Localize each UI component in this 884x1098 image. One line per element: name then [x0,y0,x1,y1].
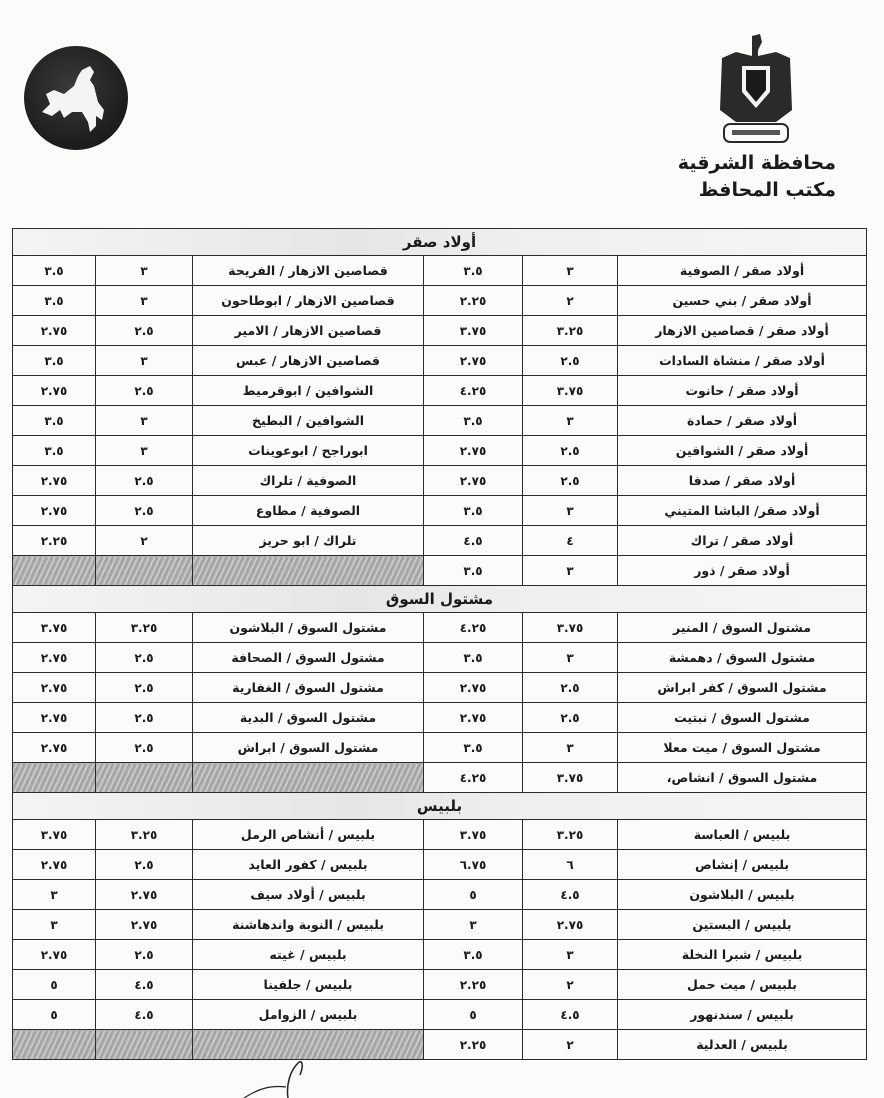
right-value-2: ٣.٧٥ [424,820,523,850]
right-route-name: مشتول السوق / كفر ابراش [618,673,867,703]
right-value-2: ٢.٧٥ [424,703,523,733]
right-value-1: ٤.٥ [523,1000,618,1030]
left-value-2: ٥ [13,970,96,1000]
right-route-name: بلبيس / إنشاص [618,850,867,880]
left-route-name: الصوفية / تلراك [193,466,424,496]
left-value-2: ٥ [13,1000,96,1030]
right-route-name: أولاد صقر / بني حسين [618,286,867,316]
right-value-2: ٣.٥ [424,256,523,286]
egypt-eagle-emblem-icon [716,30,796,148]
right-route-name: بلبيس / سندنهور [618,1000,867,1030]
left-value-1: ٣ [96,346,193,376]
right-value-1: ٣ [523,556,618,586]
left-value-1: ٢ [96,526,193,556]
table-row [13,346,867,376]
left-value-1: ٢.٥ [96,703,193,733]
right-value-2: ٣.٥ [424,940,523,970]
section-header-row [13,793,867,820]
right-value-1: ٢ [523,286,618,316]
table-row [13,970,867,1000]
right-value-1: ٣ [523,940,618,970]
left-value-2 [13,1030,96,1060]
left-value-2: ٢.٢٥ [13,526,96,556]
left-route-name: بلبيس / غيته [193,940,424,970]
left-value-2: ٢.٧٥ [13,703,96,733]
left-route-name: بلبيس / الزوامل [193,1000,424,1030]
right-value-1: ٢.٥ [523,673,618,703]
section-header-row [13,229,867,256]
left-value-1 [96,556,193,586]
table-row [13,763,867,793]
right-value-1: ٣ [523,406,618,436]
section-title: أولاد صقر [13,229,867,256]
right-route-name: بلبيس / البلاشون [618,880,867,910]
table-row [13,703,867,733]
right-route-name: مشتول السوق / دهمشة [618,643,867,673]
left-value-1: ٣ [96,256,193,286]
left-route-name: بلبيس / جلفينا [193,970,424,1000]
left-route-name: قصاصين الازهار / الامير [193,316,424,346]
right-value-1: ٣.٢٥ [523,316,618,346]
left-value-2: ٣.٥ [13,436,96,466]
section-title: بلبيس [13,793,867,820]
right-value-2: ٢.٧٥ [424,436,523,466]
right-value-1: ٢.٥ [523,346,618,376]
right-value-1: ٣ [523,256,618,286]
left-value-2: ٢.٧٥ [13,496,96,526]
right-route-name: بلبيس / العدلية [618,1030,867,1060]
left-route-name: مشتول السوق / البدية [193,703,424,733]
left-route-name: تلراك / ابو حريز [193,526,424,556]
left-route-name: بلبيس / كفور العايد [193,850,424,880]
left-value-2: ٢.٧٥ [13,940,96,970]
right-value-1: ٢.٧٥ [523,910,618,940]
left-value-1: ٤.٥ [96,1000,193,1030]
left-value-1: ٢.٥ [96,643,193,673]
left-route-name: بلبيس / النوبة واندهاشنة [193,910,424,940]
right-route-name: أولاد صقر / حانوت [618,376,867,406]
left-route-name [193,763,424,793]
right-value-2: ٣.٥ [424,733,523,763]
right-value-1: ٤ [523,526,618,556]
left-value-2: ٢.٧٥ [13,733,96,763]
right-value-2: ٣.٥ [424,643,523,673]
left-value-2: ٣ [13,880,96,910]
table-row [13,466,867,496]
left-value-1: ٢.٥ [96,376,193,406]
left-value-2: ٣.٥ [13,256,96,286]
table-row [13,850,867,880]
section-header-row [13,586,867,613]
left-route-name: الشوافين / البطيخ [193,406,424,436]
right-route-name: بلبيس / البستين [618,910,867,940]
right-value-2: ٣ [424,910,523,940]
left-value-2: ٢.٧٥ [13,376,96,406]
right-value-1: ٣.٧٥ [523,763,618,793]
right-value-1: ٢ [523,1030,618,1060]
table-row [13,1030,867,1060]
left-route-name: ابوراجح / ابوعوينات [193,436,424,466]
table-row [13,613,867,643]
right-route-name: مشتول السوق / نبتيت [618,703,867,733]
left-route-name: مشتول السوق / الصحافة [193,643,424,673]
left-route-name: قصاصين الازهار / ابوطاحون [193,286,424,316]
right-value-1: ٣ [523,496,618,526]
right-route-name: أولاد صقر / صدفا [618,466,867,496]
left-value-2 [13,763,96,793]
left-value-2: ٣.٧٥ [13,820,96,850]
right-value-1: ٣ [523,643,618,673]
right-value-2: ٢.٢٥ [424,970,523,1000]
left-value-1: ٢.٥ [96,733,193,763]
table-row [13,673,867,703]
right-route-name: أولاد صقر/ الباشا المتيني [618,496,867,526]
table-row [13,880,867,910]
left-route-name: قصاصين الازهار / عبس [193,346,424,376]
left-value-2: ٣.٥ [13,406,96,436]
right-value-1: ٢.٥ [523,703,618,733]
handwritten-mark [240,1055,330,1098]
right-value-1: ٣.٢٥ [523,820,618,850]
right-route-name: مشتول السوق / ميت معلا [618,733,867,763]
right-value-1: ٣ [523,733,618,763]
left-route-name: بلبيس / أنشاص الرمل [193,820,424,850]
left-value-1: ٣.٢٥ [96,820,193,850]
right-value-2: ٣.٧٥ [424,316,523,346]
left-value-1: ٢.٧٥ [96,910,193,940]
left-route-name [193,556,424,586]
right-value-2: ٤.٢٥ [424,376,523,406]
left-value-2: ٣.٧٥ [13,613,96,643]
right-route-name: مشتول السوق / انشاص، [618,763,867,793]
right-value-1: ٤.٥ [523,880,618,910]
table-row [13,643,867,673]
right-value-1: ٢.٥ [523,436,618,466]
table-row [13,436,867,466]
right-value-2: ٢.٧٥ [424,673,523,703]
right-route-name: أولاد صقر / تراك [618,526,867,556]
table-row [13,910,867,940]
left-value-2: ٣.٥ [13,286,96,316]
left-value-1: ٢.٥ [96,850,193,880]
right-value-2: ٢.٧٥ [424,466,523,496]
table-row [13,556,867,586]
right-value-1: ٣.٧٥ [523,613,618,643]
right-value-1: ٢ [523,970,618,1000]
left-value-1: ٢.٥ [96,940,193,970]
table-row [13,940,867,970]
right-value-1: ٦ [523,850,618,880]
left-value-1: ٢.٥ [96,316,193,346]
table-row [13,496,867,526]
left-value-1: ٢.٥ [96,496,193,526]
office-name: مكتب المحافظ [698,179,836,201]
right-route-name: بلبيس / شبرا النخلة [618,940,867,970]
left-route-name: مشتول السوق / البلاشون [193,613,424,643]
table-row [13,526,867,556]
left-value-1: ٣ [96,406,193,436]
left-value-1: ٣ [96,286,193,316]
right-value-2: ٢.٢٥ [424,1030,523,1060]
right-route-name: أولاد صقر / منشاة السادات [618,346,867,376]
document-header [678,150,836,204]
right-route-name: أولاد صقر / الصوفية [618,256,867,286]
right-route-name: أولاد صقر / الشوافين [618,436,867,466]
left-route-name: الصوفية / مطاوع [193,496,424,526]
right-route-name: أولاد صقر / حمادة [618,406,867,436]
table-row [13,316,867,346]
right-value-2: ٣.٥ [424,496,523,526]
right-route-name: بلبيس / العباسة [618,820,867,850]
right-value-2: ٤.٥ [424,526,523,556]
right-value-2: ٤.٢٥ [424,613,523,643]
right-value-2: ٢.٧٥ [424,346,523,376]
left-value-2: ٣ [13,910,96,940]
table-row [13,256,867,286]
left-route-name: الشوافين / ابوقرميط [193,376,424,406]
right-value-2: ٦.٧٥ [424,850,523,880]
horse-emblem-icon [24,46,128,150]
left-value-2: ٢.٧٥ [13,673,96,703]
right-value-1: ٢.٥ [523,466,618,496]
left-value-1: ٤.٥ [96,970,193,1000]
left-value-2: ٢.٧٥ [13,316,96,346]
right-value-2: ٥ [424,1000,523,1030]
left-value-1 [96,763,193,793]
left-value-1: ٣ [96,436,193,466]
right-value-2: ٥ [424,880,523,910]
left-value-1: ٢.٥ [96,466,193,496]
table-row [13,733,867,763]
fare-table [12,228,867,1060]
right-value-2: ٢.٢٥ [424,286,523,316]
left-route-name: بلبيس / أولاد سيف [193,880,424,910]
left-value-1: ٢.٥ [96,673,193,703]
table-row [13,820,867,850]
table-row [13,1000,867,1030]
left-value-2 [13,556,96,586]
left-value-1: ٣.٢٥ [96,613,193,643]
table-row [13,376,867,406]
right-value-2: ٣.٥ [424,406,523,436]
left-route-name: مشتول السوق / الغفارية [193,673,424,703]
right-route-name: أولاد صقر / قصاصين الازهار [618,316,867,346]
right-value-2: ٤.٢٥ [424,763,523,793]
right-route-name: بلبيس / ميت حمل [618,970,867,1000]
section-title: مشتول السوق [13,586,867,613]
table-row [13,406,867,436]
left-value-2: ٢.٧٥ [13,850,96,880]
left-route-name: قصاصين الازهار / الفريحة [193,256,424,286]
left-value-2: ٢.٧٥ [13,466,96,496]
governorate-name: محافظة الشرقية [677,152,836,174]
left-route-name: مشتول السوق / ابراش [193,733,424,763]
right-value-2: ٣.٥ [424,556,523,586]
right-value-1: ٣.٧٥ [523,376,618,406]
left-value-1 [96,1030,193,1060]
left-value-2: ٢.٧٥ [13,643,96,673]
right-route-name: أولاد صقر / ذور [618,556,867,586]
right-route-name: مشتول السوق / المنير [618,613,867,643]
left-value-1: ٢.٧٥ [96,880,193,910]
left-value-2: ٣.٥ [13,346,96,376]
table-row [13,286,867,316]
